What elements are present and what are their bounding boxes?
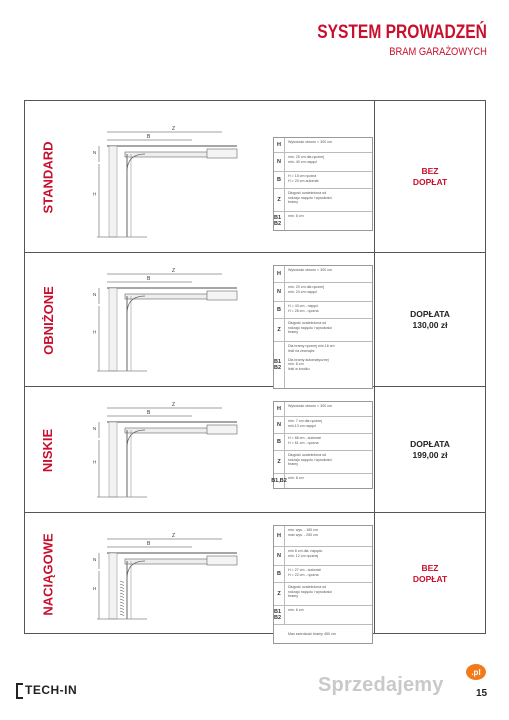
spec-key: H — [274, 266, 285, 282]
spec-row — [274, 417, 372, 434]
dimension-n-label: N — [93, 426, 97, 431]
spec-value: min. 6 cm — [288, 214, 304, 218]
spec-key: N — [274, 283, 285, 301]
price-line: 130,00 zł — [412, 320, 448, 330]
spec-row — [271, 474, 372, 488]
spec-row — [274, 566, 372, 583]
spec-value: min 8 cm dla. napędu min. 12 cm ręcznej — [288, 549, 323, 558]
spring-coil — [120, 611, 124, 613]
spec-table — [273, 525, 373, 644]
dimension-b-label: B — [147, 276, 151, 282]
spring-coil — [120, 614, 124, 616]
spec-value: min. 8 cm — [288, 476, 304, 480]
guide-rail-diagram — [77, 263, 257, 377]
system-type-label — [31, 253, 65, 387]
price-line: BEZ — [421, 166, 439, 176]
price-line: DOPŁATA — [410, 439, 450, 449]
spec-row — [274, 138, 372, 153]
spec-table — [273, 265, 373, 389]
dimension-h-label: H — [93, 329, 97, 335]
spec-value: Wysokość otworu < 300 cm — [288, 404, 333, 408]
spec-row — [274, 434, 372, 451]
spec-key: Z — [274, 451, 285, 473]
system-type-label — [31, 513, 65, 635]
drive-block — [207, 149, 237, 158]
spec-value: H = 15 cm ręczna H = 20 cm automat — [288, 174, 319, 183]
tech-in-logo: TECH-IN — [16, 683, 77, 699]
wall — [109, 288, 117, 371]
spec-row — [274, 583, 372, 606]
spring-coil — [120, 602, 124, 604]
spec-row — [274, 547, 372, 566]
wall — [109, 553, 117, 619]
spec-value: Długość uzależniona od rodzaju napędu i wysokości bramy — [288, 585, 332, 598]
spec-value: Długość uzależniona od rodzaju napędu i wysokości bramy — [288, 321, 332, 334]
spec-key: H — [274, 402, 285, 416]
system-type-label-text: STANDARD — [40, 141, 56, 213]
spec-value: Dla bramy ręcznej min.16 cm linki na zewnątrz Dla bramy automatycznej min. 8 cm linki w środku — [288, 344, 335, 371]
spec-row — [274, 172, 372, 189]
wall — [109, 422, 117, 497]
price-line: DOPŁAT — [412, 574, 448, 584]
spec-key: Z — [274, 189, 285, 211]
table-row — [25, 513, 485, 635]
spring-coil — [120, 584, 124, 586]
dimension-n-label: N — [93, 150, 97, 155]
drive-block — [207, 291, 237, 300]
guide-rail-diagram — [77, 397, 257, 503]
spec-value: H = 66 cm - automat H = 61 cm - ręczna — [288, 436, 321, 445]
dimension-h-label: H — [93, 586, 97, 591]
spec-row — [274, 283, 372, 302]
page-header — [280, 22, 487, 58]
spec-row — [274, 625, 372, 643]
spec-key: Z — [274, 583, 285, 605]
spec-value: min. wys. - 180 cm max wys. - 250 cm — [288, 528, 318, 537]
spring-coil — [120, 581, 124, 583]
dimension-z-label: Z — [172, 533, 176, 539]
spec-value: Max szerokość bramy 450 cm — [288, 631, 336, 636]
table-row — [25, 101, 485, 253]
spec-key: H — [274, 526, 285, 546]
dimension-z-label: Z — [172, 268, 176, 274]
table-row — [25, 387, 485, 513]
spec-key: B1 B2 — [274, 342, 285, 388]
spring-coil — [120, 599, 124, 601]
price-info — [375, 387, 485, 513]
page-title: SYSTEM PROWADZEŃ — [317, 22, 487, 43]
spring-coil — [120, 590, 124, 592]
page-subtitle: BRAM GARAŻOWYCH — [389, 46, 487, 58]
price-line: BEZ — [421, 563, 439, 573]
system-type-label-text: NACIĄGOWE — [40, 532, 56, 616]
drive-block — [207, 556, 237, 565]
spring-coil — [120, 605, 124, 607]
system-type-label — [31, 101, 65, 253]
system-type-label — [31, 387, 65, 513]
spec-value: min. 6 cm — [288, 608, 304, 612]
spec-key: B1 B2 — [274, 212, 285, 230]
wall — [109, 146, 117, 237]
spec-key: B1,B2 — [274, 474, 285, 488]
guide-rail-diagram — [77, 523, 257, 625]
price-info — [375, 101, 485, 253]
dimension-z-label: Z — [172, 402, 176, 408]
spec-value: min. 7 cm dla ręcznej min.13 cm napęd — [288, 419, 322, 428]
spec-row — [274, 451, 372, 474]
spec-row — [274, 319, 372, 342]
spec-row — [274, 153, 372, 172]
spec-row — [274, 606, 372, 625]
watermark-text: Sprzedajemy — [318, 674, 444, 696]
spec-row — [274, 342, 372, 388]
spec-table — [273, 401, 373, 489]
system-type-label-text: OBNIŻONE — [40, 285, 56, 355]
dimension-h-label: H — [93, 459, 97, 465]
drive-block — [207, 425, 237, 434]
table-row — [25, 253, 485, 387]
price-line: DOPŁAT — [412, 177, 448, 187]
spec-key: B — [274, 434, 285, 450]
spec-key: B1 B2 — [274, 606, 285, 624]
dimension-n-label: N — [93, 292, 97, 297]
spec-key: B — [274, 566, 285, 582]
spec-row — [274, 402, 372, 417]
spec-key: H — [274, 138, 285, 152]
dimension-n-label: N — [93, 557, 97, 562]
spec-row — [274, 302, 372, 319]
spec-key: N — [274, 417, 285, 433]
spec-key: N — [274, 547, 285, 565]
spec-key: Z — [274, 319, 285, 341]
spec-table — [273, 137, 373, 231]
spring-coil — [120, 593, 124, 595]
spec-key: B — [274, 172, 285, 188]
price-info — [375, 253, 485, 387]
spec-value: H = 27 cm - automat H = 22 cm - ręczna — [288, 568, 321, 577]
spec-key: B — [274, 302, 285, 318]
watermark-badge: .pl — [466, 664, 486, 680]
price-line: 199,00 zł — [412, 450, 448, 460]
dimension-b-label: B — [147, 541, 151, 547]
dimension-h-label: H — [93, 191, 97, 197]
guide-rail-diagram — [77, 111, 257, 243]
spec-row — [274, 266, 372, 283]
spec-value: Długość uzależniona od rodzaju napędu i wysokości bramy — [288, 453, 332, 466]
spec-key: N — [274, 153, 285, 171]
price-line: DOPŁATA — [410, 309, 450, 319]
spec-value: Wysokość otworu < 300 cm — [288, 268, 333, 272]
dimension-b-label: B — [147, 134, 151, 140]
spring-coil — [120, 596, 124, 598]
dimension-b-label: B — [147, 410, 151, 416]
spec-row — [274, 189, 372, 212]
page-number: 15 — [476, 688, 488, 699]
spec-value: H = 43 cm - napęd H = 26 cm - ręczna — [288, 304, 319, 313]
spec-row — [274, 212, 372, 230]
spec-value: Długość uzależniona od rodzaju napędu i wysokości bramy — [288, 191, 332, 204]
spec-value: min. 25 cm dla ręcznej min. 40 cm napęd — [288, 155, 324, 164]
dimension-z-label: Z — [172, 126, 176, 132]
system-type-label-text: NISKIE — [40, 428, 56, 472]
spec-value: min. 20 cm dla ręcznej min. 24 cm napęd — [288, 285, 324, 294]
price-info — [375, 513, 485, 635]
spec-row — [274, 526, 372, 547]
spec-value: Wysokość otworu < 300 cm — [288, 140, 333, 144]
spring-coil — [120, 587, 124, 589]
guide-systems-table — [24, 100, 486, 634]
spring-coil — [120, 608, 124, 610]
